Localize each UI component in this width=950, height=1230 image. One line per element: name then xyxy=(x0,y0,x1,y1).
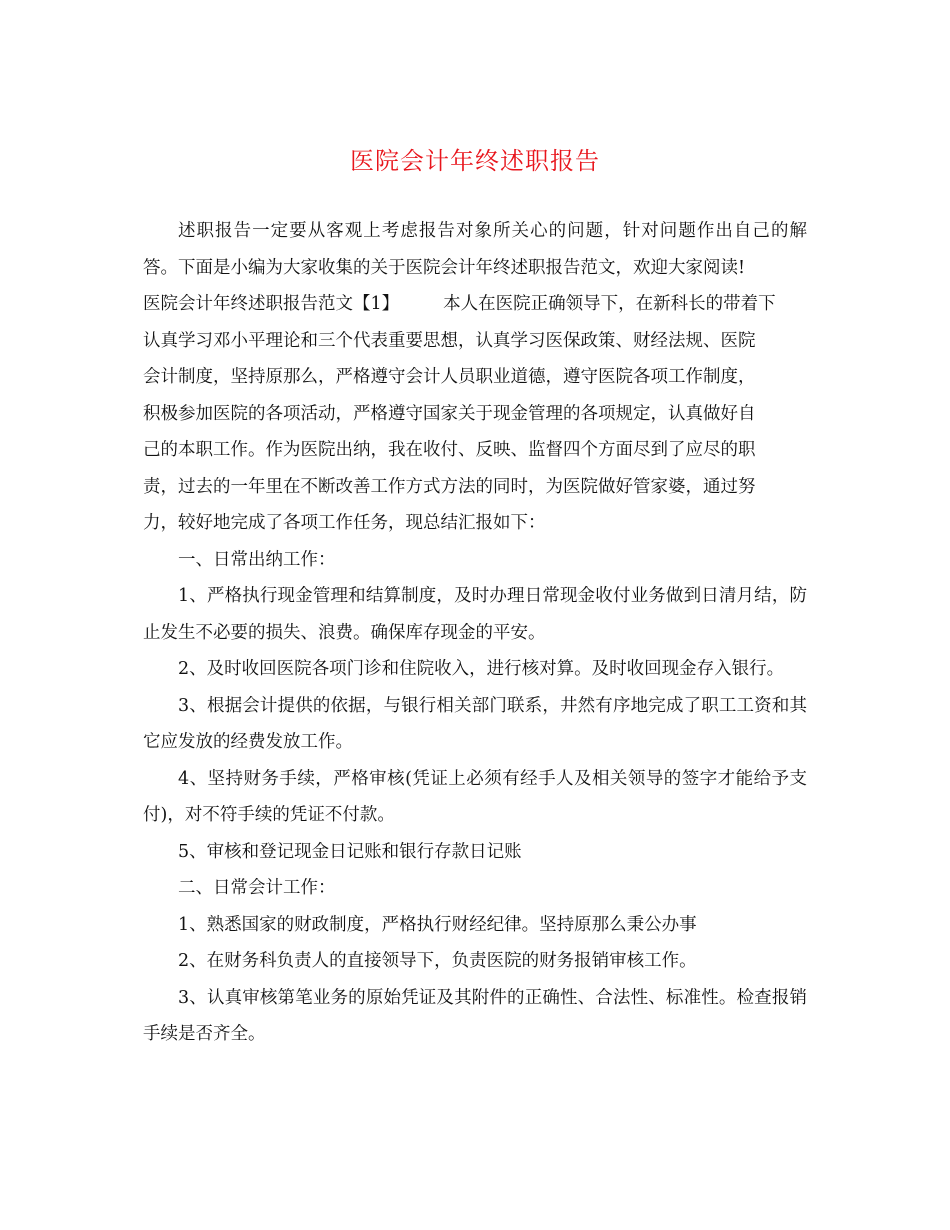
intro-line: 述职报告一定要从客观上考虑报告对象所关心的问题，针对问题作出自己的 xyxy=(178,221,790,241)
list-item: 4、坚持财务手续，严格审核(凭证上必须有经手人及相关领导的签字才能给予支付)，对不符手续的凭证不付款。 xyxy=(143,768,807,825)
section-heading: 二、日常会计工作： xyxy=(178,878,336,898)
body-line: 己的本职工作。作为医院出纳，我在收付、反映、监督四个方面尽到了应尽的职 xyxy=(143,440,756,460)
report-paragraph xyxy=(143,286,807,542)
body-line: 积极参加医院的各项活动，严格遵守国家关于现金管理的各项规定，认真做好自 xyxy=(143,403,756,424)
intro-line: 解答。下面是小编为大家收集的关于医院会计年终述职报告范文，欢迎大家阅读! xyxy=(143,221,807,278)
body-line: 会计制度，坚持原那么，严格遵守会计人员职业道德，遵守医院各项工作制度， xyxy=(143,367,756,387)
intro-paragraph xyxy=(143,213,807,286)
report-subheading: 医院会计年终述职报告范文【1】 xyxy=(143,294,400,314)
list-item: 3、根据会计提供的依据，与银行相关部门联系，井然有序地完成了职工工资和其它应发放的经费发放工作。 xyxy=(143,695,807,752)
list-item: 5、审核和登记现金日记账和银行存款日记账 xyxy=(178,841,522,862)
section-heading: 一、日常出纳工作： xyxy=(178,549,336,570)
list-item: 2、在财务科负责人的直接领导下，负责医院的财务报销审核工作。 xyxy=(178,951,697,971)
document-body xyxy=(143,213,807,1053)
body-line: 责，过去的一年里在不断改善工作方式方法的同时，为医院做好管家婆，通过努 xyxy=(143,476,756,497)
report-first-line xyxy=(143,286,807,323)
body-line: 本人在医院正确领导下，在新科长的带着下 xyxy=(443,294,776,314)
list-item: 3、认真审核第笔业务的原始凭证及其附件的正确性、合法性、标准性。检查报销手续是否齐全。 xyxy=(143,987,807,1044)
list-item: 1、严格执行现金管理和结算制度，及时办理日常现金收付业务做到日清月结，防止发生不必要的损失、浪费。确保库存现金的平安。 xyxy=(143,586,807,643)
body-line: 力，较好地完成了各项工作任务，现总结汇报如下： xyxy=(143,513,546,533)
list-item: 2、及时收回医院各项门诊和住院收入，进行核对算。及时收回现金存入银行。 xyxy=(178,659,785,679)
document-title: 医院会计年终述职报告 xyxy=(350,147,600,175)
list-item: 1、熟悉国家的财政制度，严格执行财经纪律。坚持原那么秉公办事 xyxy=(178,914,697,935)
body-line: 认真学习邓小平理论和三个代表重要思想，认真学习医保政策、财经法规、医院 xyxy=(143,330,756,351)
